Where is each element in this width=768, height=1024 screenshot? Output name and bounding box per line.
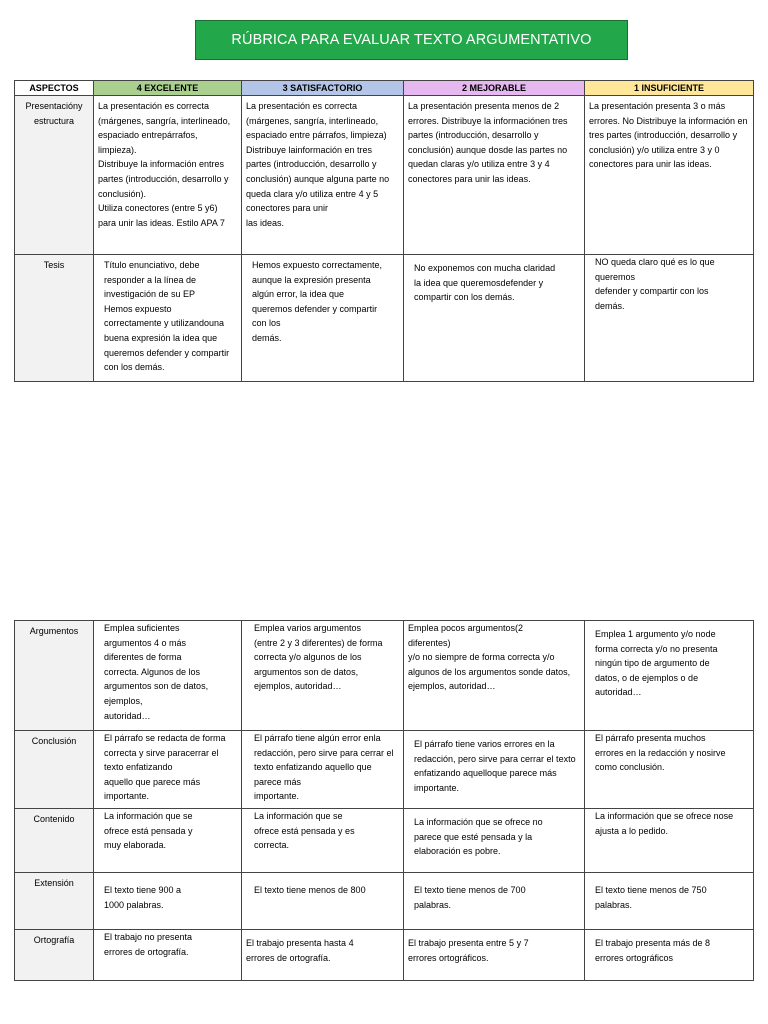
table-row [15, 873, 754, 930]
rubric-cell: El trabajo presenta más de 8 errores ortográficos [585, 930, 754, 981]
rubric-cell: El párrafo tiene varios errores en la redacción, pero sirve para cerrar el texto enfatizando aquelloque parece más importante. [404, 731, 585, 809]
rubric-cell: El texto tiene menos de 800 [242, 873, 404, 930]
rubric-cell: El párrafo tiene algún error enla redacción, pero sirve para cerrar el texto enfatizando aquello que parece más importante. [242, 731, 404, 809]
rubric-cell: La presentación es correcta (márgenes, sangría, interlineado, espaciado entrepárrafos, limpieza). Distribuye la información entres partes (introducción, desarrollo y conclusión). Utiliza conectores (entre 5 y6) para unir las ideas. Estilo APA 7 [94, 96, 242, 255]
header-row [15, 81, 754, 96]
table-row [15, 809, 754, 873]
header-insuficiente: 1 INSUFICIENTE [585, 81, 754, 96]
rubric-cell: El texto tiene menos de 700 palabras. [404, 873, 585, 930]
header-aspectos: ASPECTOS [15, 81, 94, 96]
rubric-cell: El trabajo no presenta errores de ortografía. [94, 930, 242, 981]
rubric-cell: Emplea suficientes argumentos 4 o más diferentes de forma correcta. Algunos de los argumentos son de datos, ejemplos, autoridad… [94, 621, 242, 731]
rubric-cell: No exponemos con mucha claridad la idea que queremosdefender y compartir con los demás. [404, 255, 585, 382]
rubric-cell: Emplea pocos argumentos(2 diferentes) y/o no siempre de forma correcta y/o algunos de los argumentos sonde datos, ejemplos, autoridad… [404, 621, 585, 731]
rubric-cell: El texto tiene 900 a 1000 palabras. [94, 873, 242, 930]
aspect-label: Ortografía [15, 930, 94, 981]
rubric-cell: La información que se ofrece está pensada y es correcta. [242, 809, 404, 873]
rubric-cell: Emplea 1 argumento y/o node forma correcta y/o no presenta ningún tipo de argumento de datos, o de ejemplos o de autoridad… [585, 621, 754, 731]
rubric-cell: La presentación presenta 3 o más errores. No Distribuye la información en tres partes (introducción, desarrollo y conclusión) y/o utiliza entre 3 y 0 conectores para unir las ideas. [585, 96, 754, 255]
aspect-label: Extensión [15, 873, 94, 930]
rubric-cell: El texto tiene menos de 750 palabras. [585, 873, 754, 930]
table-row [15, 621, 754, 731]
rubric-cell: El trabajo presenta hasta 4 errores de ortografía. [242, 930, 404, 981]
table-row [15, 731, 754, 809]
rubric-cell: NO queda claro qué es lo que queremos defender y compartir con los demás. [585, 255, 754, 382]
table-row [15, 255, 754, 382]
header-mejorable: 2 MEJORABLE [404, 81, 585, 96]
rubric-cell: La presentación es correcta (márgenes, sangría, interlineado, espaciado entre párrafos, limpieza) Distribuye lainformación en tres partes (introducción, desarrollo y conclusión) aunque alguna parte no queda clara y/o utiliza entre 4 y 5 conectores para unir las ideas. [242, 96, 404, 255]
rubric-cell: La información que se ofrece está pensada y muy elaborada. [94, 809, 242, 873]
table-row [15, 930, 754, 981]
rubric-cell: Emplea varios argumentos (entre 2 y 3 diferentes) de forma correcta y/o algunos de los argumentos son de datos, ejemplos, autoridad… [242, 621, 404, 731]
table-row [15, 96, 754, 255]
rubric-cell: El párrafo presenta muchos errores en la redacción y nosirve como conclusión. [585, 731, 754, 809]
rubric-cell: El párrafo se redacta de forma correcta y sirve paracerrar el texto enfatizando aquello que parece más importante. [94, 731, 242, 809]
header-excelente: 4 EXCELENTE [94, 81, 242, 96]
rubric-cell: Título enunciativo, debe responder a la línea de investigación de su EP Hemos expuesto correctamente y utilizandouna buena expresión la idea que queremos defender y compartir con los demás. [94, 255, 242, 382]
aspect-label: Contenido [15, 809, 94, 873]
rubric-cell: La información que se ofrece no parece que esté pensada y la elaboración es pobre. [404, 809, 585, 873]
rubric-cell: El trabajo presenta entre 5 y 7 errores ortográficos. [404, 930, 585, 981]
header-satisfactorio: 3 SATISFACTORIO [242, 81, 404, 96]
rubric-cell: La información que se ofrece nose ajusta a lo pedido. [585, 809, 754, 873]
document-title: RÚBRICA PARA EVALUAR TEXTO ARGUMENTATIVO [195, 20, 628, 60]
rubric-table-top [14, 80, 754, 382]
aspect-label: Conclusión [15, 731, 94, 809]
rubric-cell: La presentación presenta menos de 2 errores. Distribuye la informaciónen tres partes (introducción, desarrollo y conclusión) aunque dosde las partes no quedan claras y/o utiliza entre 3 y 4 conectores para unir las ideas. [404, 96, 585, 255]
aspect-label: Tesis [15, 255, 94, 382]
rubric-table-bottom [14, 620, 754, 981]
aspect-label: Argumentos [15, 621, 94, 731]
rubric-cell: Hemos expuesto correctamente, aunque la expresión presenta algún error, la idea que queremos defender y compartir con los demás. [242, 255, 404, 382]
aspect-label: Presentacióny estructura [15, 96, 94, 255]
